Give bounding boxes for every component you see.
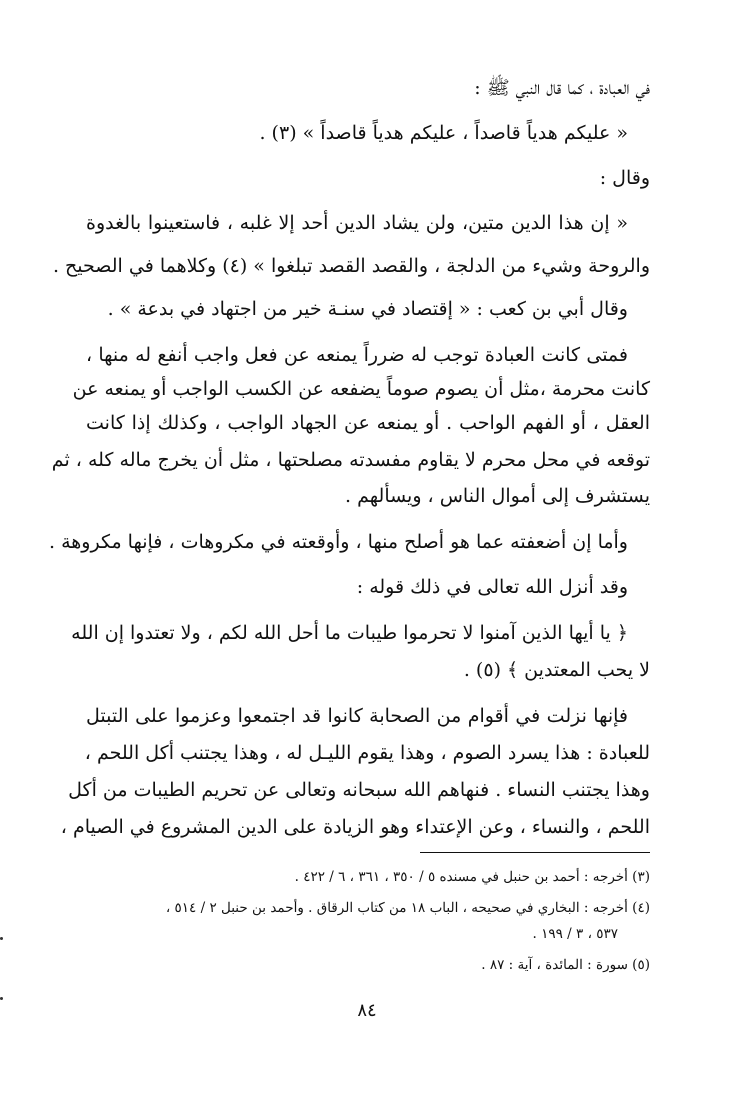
footnote-4-line-2: ٥٣٧ ، ٣ / ١٩٩ . [532, 926, 618, 942]
paragraph-3-line-3: وهذا يجتنب النساء . فنهاهم الله سبحانه وتعالى عن تحريم الطيبات من أكل [68, 779, 650, 801]
scan-speck [0, 997, 3, 1000]
paragraph-1-line-4: توقعه في محل محرم لا يقاوم مفسدته مصلحتها ، مثل أن يخرج ماله كله ، ثم [51, 449, 650, 471]
hadith-quote-1: « عليكم هدياً قاصداً ، عليكم هدياً قاصداً » (٣) . [259, 122, 628, 144]
paragraph-1-line-5: يستشرف إلى أموال الناس ، ويسألهم . [345, 485, 650, 507]
text-line-3: وقال : [599, 167, 650, 189]
text-line-6: وقال أبي بن كعب : « إقتصاد في سنـة خير من اجتهاد في بدعة » . [107, 298, 628, 320]
paragraph-3-line-1: فإنها نزلت في أقوام من الصحابة كانوا قد اجتمعوا وعزموا على التبتل [86, 705, 628, 727]
paragraph-2: وأما إن أضعفته عما هو أصلح منها ، وأوقعته في مكروهات ، فإنها مكروهة . [49, 531, 628, 553]
page-number: ٨٤ [357, 1000, 377, 1021]
footnote-4-line-1: (٤) أخرجه : البخاري في صحيحه ، الباب ١٨ من كتاب الرقاق . وأحمد بن حنبل ٢ / ٥١٤ ، [165, 900, 650, 916]
scan-speck [0, 937, 3, 940]
quran-verse-line-2: لا يحب المعتدين ﴾ (٥) . [463, 659, 650, 681]
footnote-separator [420, 852, 650, 853]
text-line-13: وقد أنزل الله تعالى في ذلك قوله : [356, 576, 628, 598]
paragraph-3-line-4: اللحم ، والنساء ، وعن الإعتداء وهو الزيادة على الدين المشروع في الصيام ، [60, 816, 650, 838]
paragraph-1-line-1: فمتى كانت العبادة توجب له ضرراً يمنعه عن فعل واجب أنفع له منها ، [86, 344, 628, 366]
footnote-5: (٥) سورة : المائدة ، آية : ٨٧ . [481, 957, 650, 973]
paragraph-1-line-2: كانت محرمة ،مثل أن يصوم صوماً يضفعه عن الكسب الواجب أو يمنعه عن [72, 378, 650, 400]
paragraph-3-line-2: للعبادة : هذا يسرد الصوم ، وهذا يقوم الليـل له ، وهذا يجتنب أكل اللحم ، [84, 742, 650, 764]
hadith-quote-2-line-2: والروحة وشيء من الدلجة ، والقصد القصد تبلغوا » (٤) وكلاهما في الصحيح . [52, 255, 650, 277]
hadith-quote-2-line-1: « إن هذا الدين متين، ولن يشاد الدين أحد إلا غلبه ، فاستعينوا بالغدوة [86, 212, 628, 234]
footnote-3: (٣) أخرجه : أحمد بن حنبل في مسنده ٥ / ٣٥٠ ، ٣٦١ ، ٦ / ٤٢٢ . [294, 869, 650, 885]
paragraph-1-line-3: العقل ، أو الفهم الواحب . أو يمنعه عن الجهاد الواجب ، وكذلك إذا كانت [86, 412, 650, 434]
text-line-1: في العبادة ، كما قال النبي ﷺ : [474, 77, 650, 99]
quran-verse-line-1: ﴿ يا أيها الذين آمنوا لا تحرموا طيبات ما أحل الله لكم ، ولا تعتدوا إن الله [71, 622, 628, 644]
